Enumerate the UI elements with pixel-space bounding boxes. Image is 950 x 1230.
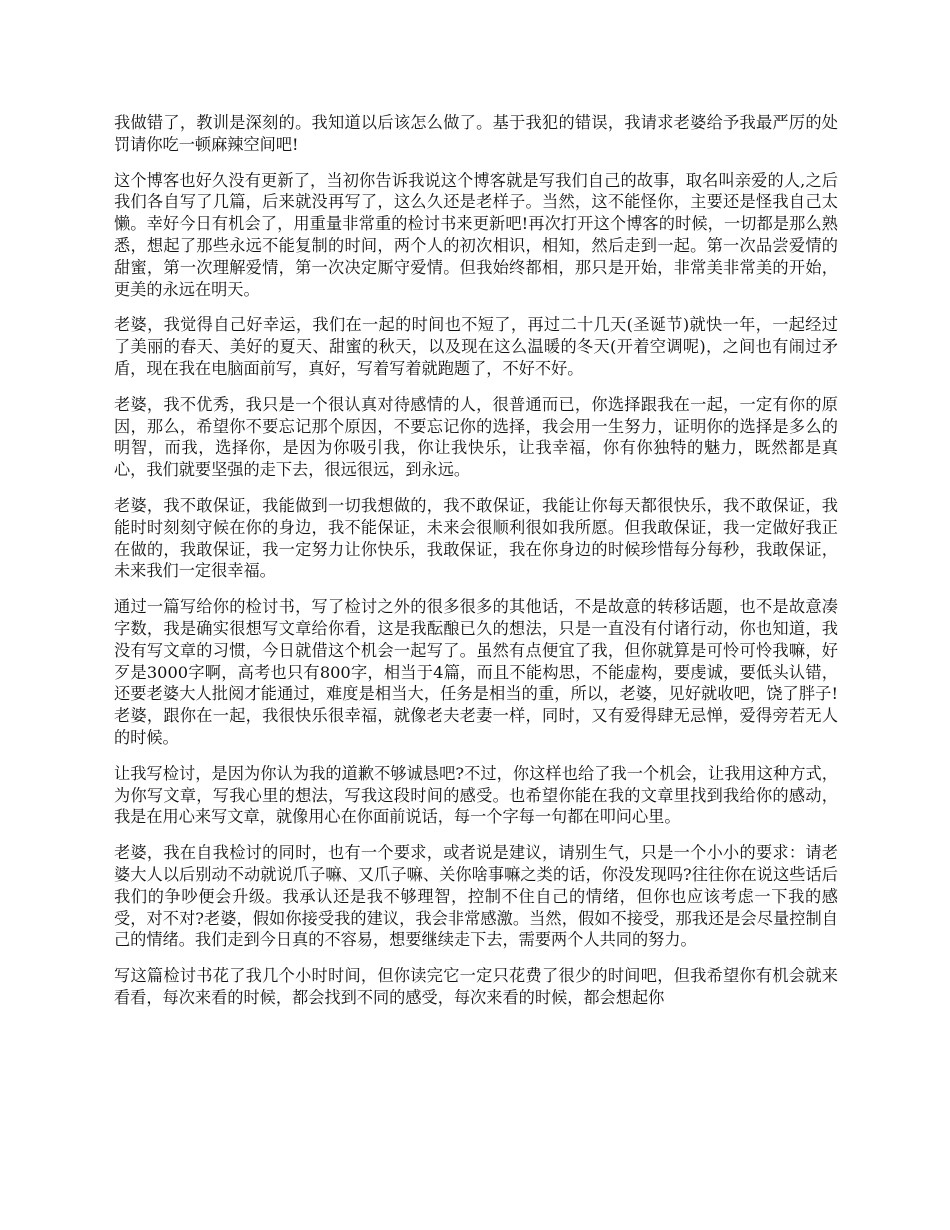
paragraph-2: 这个博客也好久没有更新了，当初你告诉我说这个博客就是写我们自己的故事，取名叫亲爱的人,之后我们各自写了几篇，后来就没再写了，这么久还是老样子。当然，这不能怪你，主要还是怪我自己太懒。幸好今日有机会了，用重量非常重的检讨书来更新吧!再次打开这个博客的时候，一切都是那么熟悉，想起了那些永远不能复制的时间，两个人的初次相识，相知，然后走到一起。第一次品尝爱情的甜蜜，第一次理解爱情，第一次决定厮守爱情。但我始终都相，那只是开始，非常美非常美的开始，更美的永远在明天。 <box>114 170 838 299</box>
paragraph-8: 老婆，我在自我检讨的同时，也有一个要求，或者说是建议，请别生气，只是一个小小的要求：请老婆大人以后别动不动就说爪子嘛、又爪子嘛、关你啥事嘛之类的话，你没发现吗?往往你在说这些话后我们的争吵便会升级。我承认还是我不够理智，控制不住自己的情绪，但你也应该考虑一下我的感受，对不对?老婆，假如你接受我的建议，我会非常感激。当然，假如不接受，那我还是会尽量控制自己的情绪。我们走到今日真的不容易，想要继续走下去，需要两个人共同的努力。 <box>114 843 838 950</box>
paragraph-6: 通过一篇写给你的检讨书，写了检讨之外的很多很多的其他话，不是故意的转移话题，也不是故意凑字数，我是确实很想写文章给你看，这是我酝酿已久的想法，只是一直没有付诸行动，你也知道，我没有写文章的习惯，今日就借这个机会一起写了。虽然有点便宜了我，但你就算是可怜可怜我嘛，好歹是3000字啊，高考也只有800字，相当于4篇，而且不能构思，不能虚构，要虔诚，要低头认错，还要老婆大人批阅才能通过，难度是相当大，任务是相当的重，所以，老婆，见好就收吧，饶了胖子!老婆，跟你在一起，我很快乐很幸福，就像老夫老妻一样，同时，又有爱得肆无忌惮，爱得旁若无人的时候。 <box>114 597 838 747</box>
paragraph-5: 老婆，我不敢保证，我能做到一切我想做的，我不敢保证，我能让你每天都很快乐，我不敢保证，我能时时刻刻守候在你的身边，我不能保证，未来会很顺利很如我所愿。但我敢保证，我一定做好我正在做的，我敢保证，我一定努力让你快乐，我敢保证，我在你身边的时候珍惜每分每秒，我敢保证，未来我们一定很幸福。 <box>114 495 838 581</box>
paragraph-9: 写这篇检讨书花了我几个小时时间，但你读完它一定只花费了很少的时间吧，但我希望你有机会就来看看，每次来看的时候，都会找到不同的感受，每次来看的时候，都会想起你 <box>114 966 838 1007</box>
document-page <box>114 112 838 1023</box>
paragraph-7: 让我写检讨，是因为你认为我的道歉不够诚恳吧?不过，你这样也给了我一个机会，让我用这种方式，为你写文章，写我心里的想法，写我这段时间的感受。也希望你能在我的文章里找到我给你的感动，我是在用心来写文章，就像用心在你面前说话，每一个字每一句都在叩问心里。 <box>114 763 838 827</box>
paragraph-3: 老婆，我觉得自己好幸运，我们在一起的时间也不短了，再过二十几天(圣诞节)就快一年，一起经过了美丽的春天、美好的夏天、甜蜜的秋天，以及现在这么温暖的冬天(开着空调呢)，之间也有闹过矛盾，现在我在电脑面前写，真好，写着写着就跑题了，不好不好。 <box>114 315 838 378</box>
paragraph-1: 我做错了，教训是深刻的。我知道以后该怎么做了。基于我犯的错误，我请求老婆给予我最严厉的处罚请你吃一顿麻辣空间吧! <box>114 113 838 154</box>
paragraph-4: 老婆，我不优秀，我只是一个很认真对待感情的人，很普通而已，你选择跟我在一起，一定有你的原因，那么，希望你不要忘记那个原因，不要忘记你的选择，我会用一生努力，证明你的选择是多么的明智，而我，选择你，是因为你吸引我，你让我快乐，让我幸福，你有你独特的魅力，既然都是真心，我们就要坚强的走下去，很远很远，到永远。 <box>114 394 838 480</box>
